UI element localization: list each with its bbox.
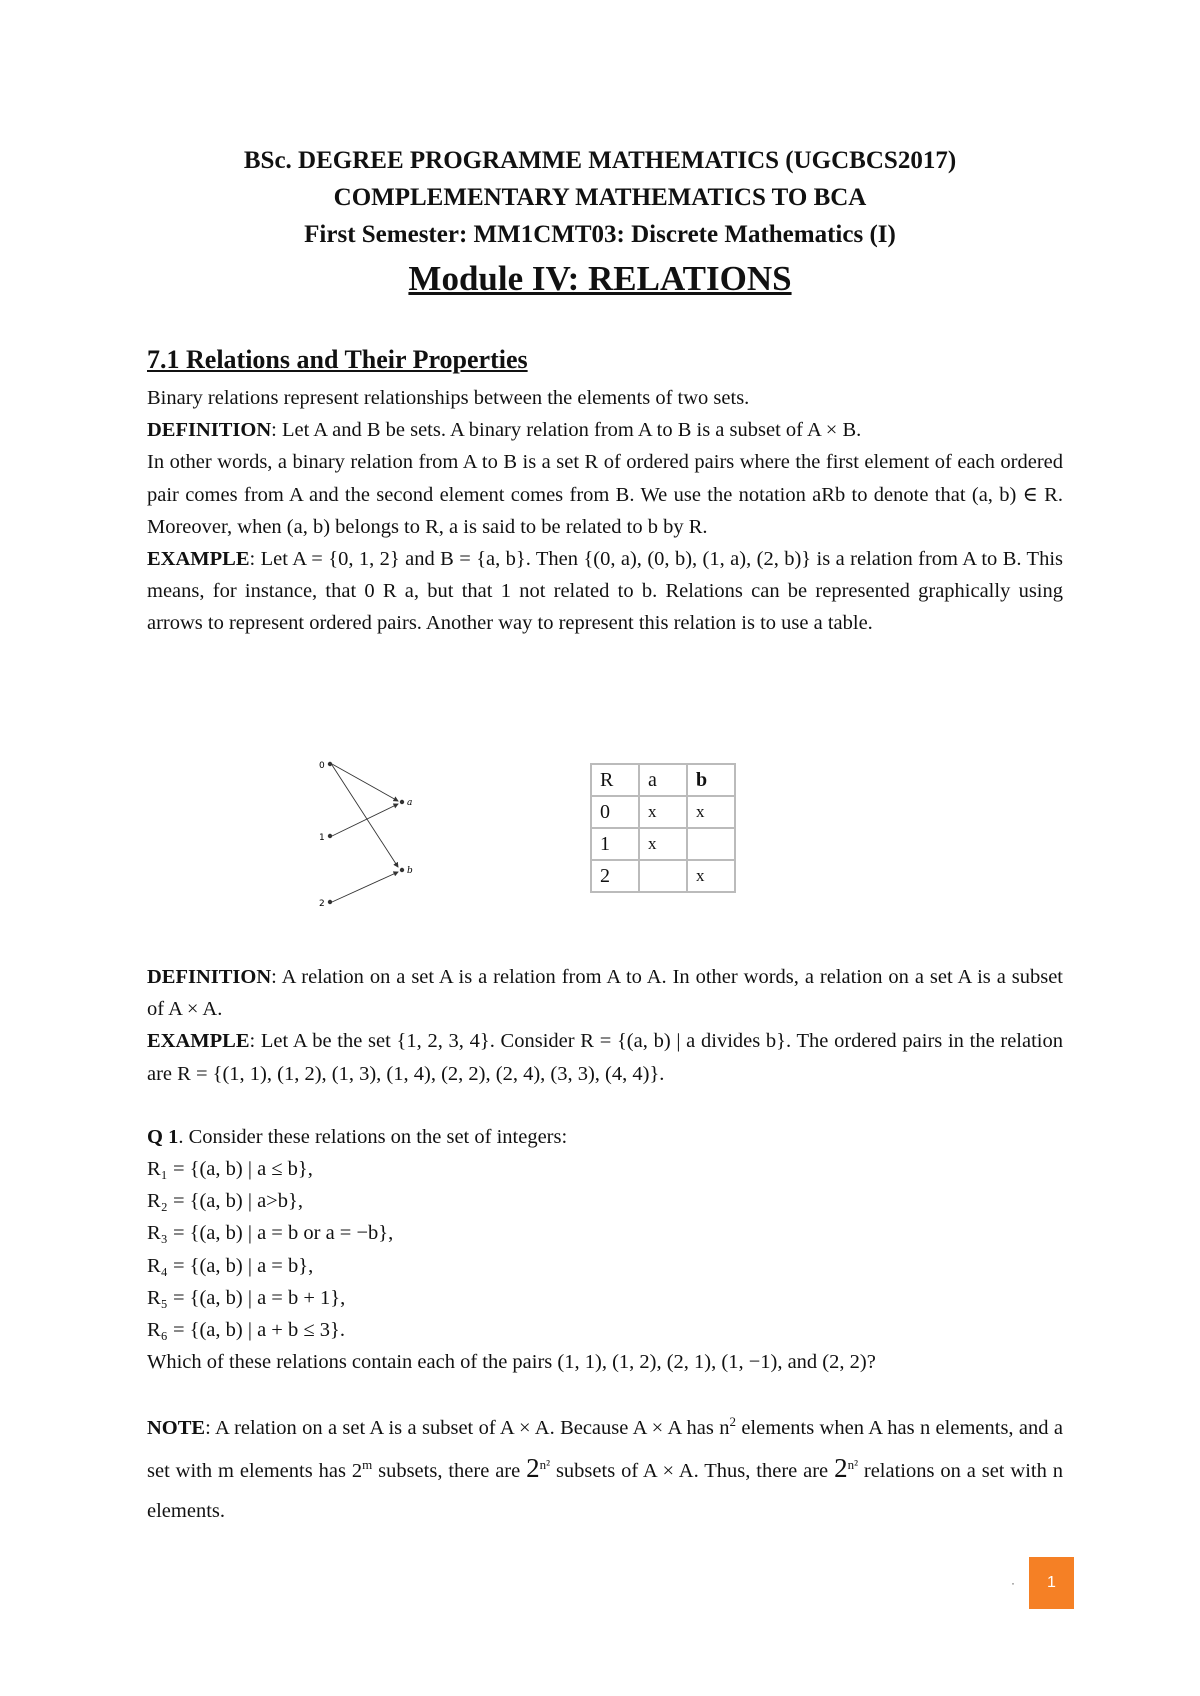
note-power-base-1: 2	[526, 1453, 540, 1483]
table-cell: x	[687, 860, 735, 892]
table-row	[591, 860, 735, 892]
question-1-label: Q 1	[147, 1126, 179, 1148]
table-cell	[639, 860, 687, 892]
note-sup-2: m	[362, 1457, 373, 1473]
note-text-3: subsets, there are	[372, 1460, 527, 1482]
question-1-prompt: Which of these relations contain each of the pairs (1, 1), (1, 2), (2, 1), (1, −1), and (2, 2)?	[147, 1351, 876, 1374]
example-1-text: : Let A = {0, 1, 2} and B = {a, b}. Then {(0, a), (0, b), (1, a), (2, b)} is a relation from A to B. This means, for instance, that 0 R a, but that 1 not related to b. Relations can be represented graphically using arrows to represent ordered pairs. Another way to represent this relation is to use a table.	[147, 548, 1063, 635]
relation-item: R₃ = {(a, b) | a = b or a = −b},	[147, 1222, 394, 1245]
module-title: Module IV: RELATIONS	[408, 259, 792, 298]
node-a-dot	[400, 800, 404, 804]
relation-table	[590, 763, 736, 893]
definition-2	[147, 961, 1063, 1025]
definition-1	[147, 414, 1063, 446]
table-row	[591, 796, 735, 828]
intro-block	[147, 382, 1063, 640]
arrow-1-a	[332, 804, 398, 836]
header-line-2: COMPLEMENTARY MATHEMATICS TO BCA	[333, 184, 867, 211]
section-title: 7.1 Relations and Their Properties	[147, 345, 528, 374]
arrow-0-a	[332, 764, 398, 801]
page-number-badge: 1	[1029, 1557, 1074, 1609]
node-1-dot	[328, 834, 332, 838]
example-1-label: EXAMPLE	[147, 548, 250, 571]
relation-item: R₆ = {(a, b) | a + b ≤ 3}.	[147, 1319, 345, 1342]
definition-2-text: : A relation on a set A is a relation from A to A. In other words, a relation on a set A is a subset of A × A.	[147, 966, 1063, 1021]
note-power-exp-1: n²	[539, 1457, 551, 1473]
node-b-dot	[400, 868, 404, 872]
note-sup-1: 2	[729, 1414, 736, 1430]
node-2-dot	[328, 900, 332, 904]
note-text-1: : A relation on a set A is a subset of A × A. Because A × A has n	[205, 1417, 730, 1439]
table-cell: x	[639, 796, 687, 828]
node-0-label: 0	[319, 761, 325, 771]
note-text-5: relations on a set with n elements.	[147, 1460, 1063, 1522]
example-2-label: EXAMPLE	[147, 1030, 250, 1053]
node-0-dot	[328, 762, 332, 766]
relation-item: R₂ = {(a, b) | a>b},	[147, 1190, 303, 1213]
example-2-text: : Let A be the set {1, 2, 3, 4}. Consider R = {(a, b) | a divides b}. The ordered pairs in the relation are R = {(1, 1), (1, 2), (1, 3), (1, 4), (2, 2), (2, 4), (3, 3), (4, 4)}.	[147, 1030, 1063, 1085]
table-header-cell: a	[639, 764, 687, 796]
note-text-2: elements when A has n elements, and a set with m elements has 2	[147, 1417, 1063, 1482]
question-1-text: . Consider these relations on the set of integers:	[178, 1126, 568, 1148]
table-cell: 1	[591, 828, 639, 860]
table-row	[591, 828, 735, 860]
table-cell	[687, 828, 735, 860]
relation-item: R₅ = {(a, b) | a = b + 1},	[147, 1286, 346, 1309]
table-header-row	[591, 764, 735, 796]
definition-2-label: DEFINITION	[147, 966, 272, 988]
table-cell: x	[639, 828, 687, 860]
header-line-3: First Semester: MM1CMT03: Discrete Mathematics (I)	[304, 221, 896, 248]
relation-item: R₄ = {(a, b) | a = b},	[147, 1254, 314, 1277]
example-2	[147, 1025, 1063, 1089]
definition-1-text: : Let A and B be sets. A binary relation from A to B is a subset of A × B.	[271, 419, 862, 442]
arrow-0-b	[332, 765, 398, 867]
table-cell: x	[687, 796, 735, 828]
table-cell: 0	[591, 796, 639, 828]
relations-list	[147, 1153, 1063, 1378]
node-1-label: 1	[319, 833, 325, 843]
node-a-label: a	[407, 798, 413, 808]
relation-arrow-diagram	[310, 752, 430, 912]
note-text-4: subsets of A × A. Thus, there are	[550, 1460, 835, 1482]
definition-1-continued: In other words, a binary relation from A to B is a set R of ordered pairs where the first element of each ordered pair comes from A and the second element comes from B. We use the notation aRb to denote that (a, b) ∈ R. Moreover, when (a, b) belongs to R, a is said to be related to b by R.	[147, 451, 1063, 538]
note-label: NOTE	[147, 1417, 206, 1439]
example-1	[147, 543, 1063, 640]
arrow-2-b	[332, 872, 398, 902]
table-header-cell: R	[591, 764, 639, 796]
note-power-base-2: 2	[834, 1453, 848, 1483]
node-2-label: 2	[319, 899, 325, 909]
intro-text: Binary relations represent relationships between the elements of two sets.	[147, 387, 750, 409]
question-1-intro	[147, 1121, 1063, 1153]
definition-1-label: DEFINITION	[147, 419, 272, 442]
node-b-label: b	[407, 866, 413, 876]
header-line-1: BSc. DEGREE PROGRAMME MATHEMATICS (UGCBCS2017)	[243, 147, 957, 174]
table-cell: 2	[591, 860, 639, 892]
relation-item: R₁ = {(a, b) | a ≤ b},	[147, 1158, 313, 1180]
table-header-cell: b	[687, 764, 735, 796]
page-marker: ·	[1011, 1576, 1015, 1590]
definition-2-block	[147, 961, 1063, 1090]
note-power-exp-2: n²	[847, 1457, 858, 1473]
note-block	[147, 1408, 1063, 1531]
